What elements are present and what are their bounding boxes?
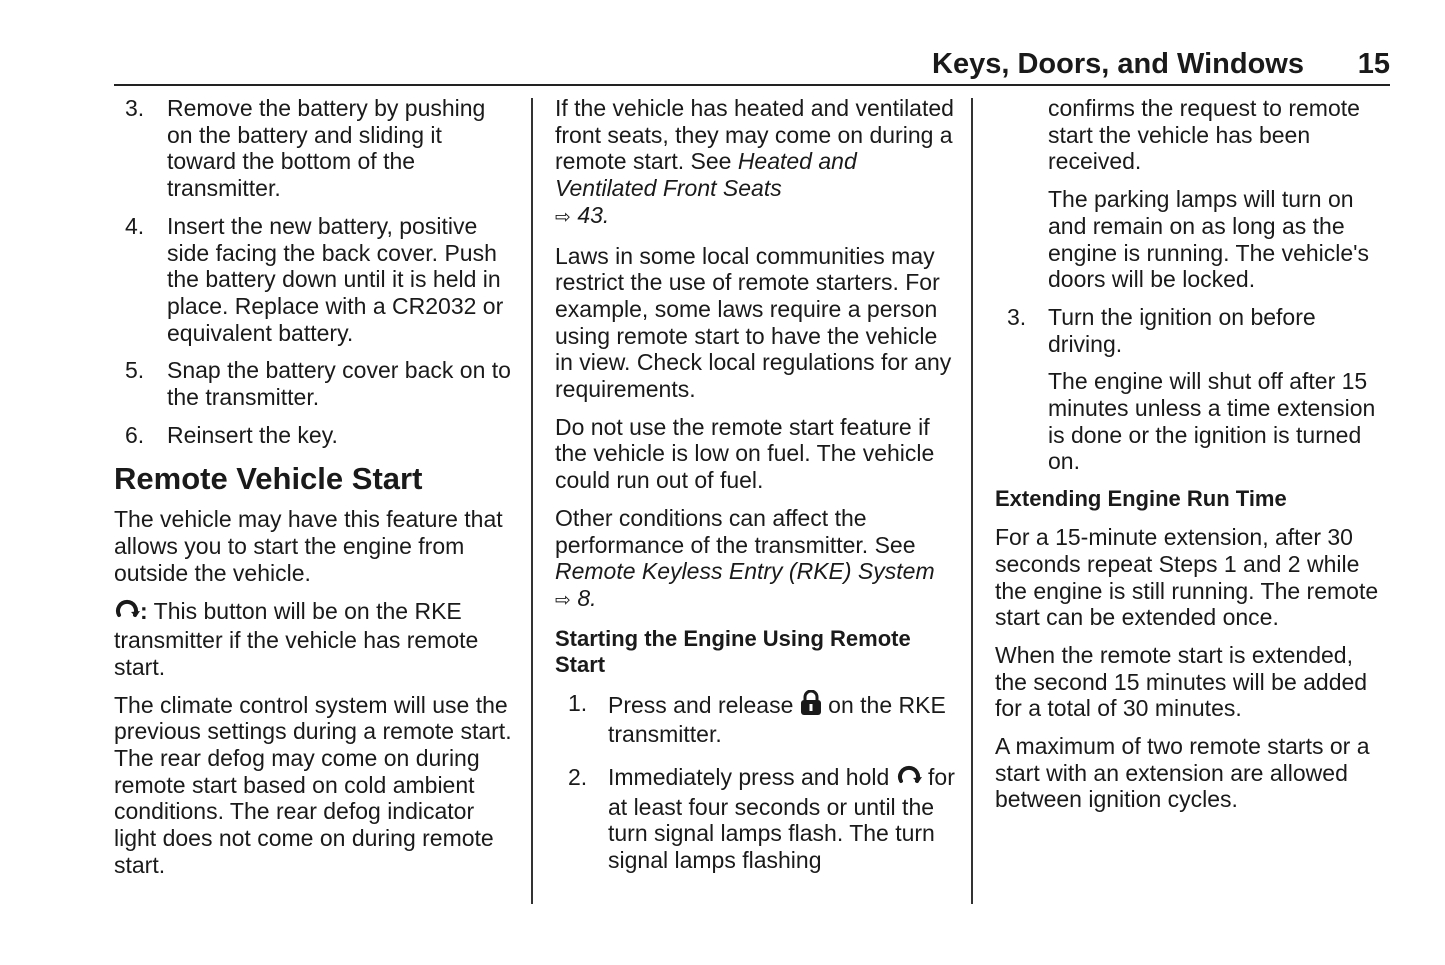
column-3 bbox=[995, 95, 1390, 824]
fuel-paragraph: Do not use the remote start feature if the vehicle is low on fuel. The vehicle could run out of fuel. bbox=[555, 413, 935, 494]
seats-reference[interactable]: Heated and Ventilated Front Seats bbox=[555, 148, 857, 202]
step-text: Remove the battery by pushing on the battery and sliding it toward the bottom of the transmitter. bbox=[167, 95, 486, 202]
step-text: Insert the new battery, positive side facing the back cover. Push the battery down until it is held in place. Replace with a CR2032 or equivalent battery. bbox=[167, 212, 504, 346]
climate-paragraph: The climate control system will use the previous settings during a remote start. The rear defog may come on during remote start based on cold ambient conditions. The rear defog indicator light does not come on during remote start. bbox=[114, 691, 512, 878]
step-number: 3. bbox=[125, 95, 145, 121]
intro-paragraph: The vehicle may have this feature that allows you to start the engine from outside the vehicle. bbox=[114, 506, 503, 586]
extension-paragraph-3: A maximum of two remote starts or a start with an extension are allowed between ignition cycles. bbox=[995, 733, 1370, 813]
section-heading: Remote Vehicle Start bbox=[114, 461, 423, 497]
step-number: 4. bbox=[125, 212, 145, 239]
column-2 bbox=[555, 95, 955, 885]
extension-paragraph-2: When the remote start is extended, the second 15 minutes will be added for a total of 30 minutes. bbox=[995, 641, 1368, 722]
step-text: Press and release on the RKE transmitter. bbox=[608, 691, 946, 748]
column-divider-2 bbox=[971, 98, 973, 904]
page-header bbox=[114, 44, 1390, 86]
subheading-starting-engine: Starting the Engine Using Remote Start bbox=[555, 625, 911, 677]
step-text: Snap the battery cover back on to the transmitter. bbox=[167, 357, 511, 411]
page-ref-arrow-icon: ⇨ bbox=[555, 206, 571, 228]
step-item bbox=[555, 690, 955, 748]
step-item bbox=[114, 213, 514, 347]
page-number: 15 bbox=[1357, 48, 1390, 80]
column-1 bbox=[114, 95, 514, 890]
step-item bbox=[114, 357, 514, 410]
shutoff-paragraph: The engine will shut off after 15 minutes unless a time extension is done or the ignition is turned on. bbox=[1048, 368, 1376, 475]
column-divider-1 bbox=[531, 98, 533, 904]
step-number: 2. bbox=[568, 764, 588, 791]
remote-start-icon bbox=[896, 764, 922, 794]
step-item bbox=[114, 422, 514, 449]
seats-page-ref[interactable]: ⇨ 43. bbox=[555, 202, 609, 228]
step-text: Reinsert the key. bbox=[167, 421, 338, 448]
rke-reference[interactable]: Remote Keyless Entry (RKE) System bbox=[555, 558, 935, 585]
step-number: 3. bbox=[1007, 303, 1027, 330]
button-description: This button will be on the RKE transmitter if the vehicle has remote start. bbox=[114, 597, 479, 680]
step-item bbox=[995, 304, 1390, 357]
remote-start-button-paragraph bbox=[114, 598, 514, 681]
step-number: 5. bbox=[125, 357, 145, 384]
section-title: Keys, Doors, and Windows bbox=[932, 48, 1304, 80]
parking-lamps-paragraph: The parking lamps will turn on and remain on as long as the engine is running. The vehicle's doors will be locked. bbox=[1048, 186, 1370, 293]
rke-page-ref[interactable]: ⇨ 8. bbox=[555, 585, 597, 611]
other-text: Other conditions can affect the performance of the transmitter. See bbox=[555, 504, 916, 558]
extension-paragraph-1: For a 15-minute extension, after 30 seconds repeat Steps 1 and 2 while the engine is still running. The remote start can be extended once. bbox=[995, 524, 1379, 631]
step-number: 1. bbox=[568, 689, 588, 716]
other-conditions-paragraph bbox=[555, 505, 955, 615]
step-number: 6. bbox=[125, 421, 145, 448]
seats-text: If the vehicle has heated and ventilated front seats, they may come on during a remote start. See bbox=[555, 95, 954, 175]
seats-paragraph bbox=[555, 95, 955, 232]
step-text: Immediately press and hold for at least four seconds or until the turn signal lamps flash. The turn signal lamps flashing bbox=[608, 764, 955, 874]
continued-step-text: confirms the request to remote start the vehicle has been received. bbox=[1048, 95, 1360, 175]
step-text: Turn the ignition on before driving. bbox=[1048, 303, 1316, 357]
subheading-extending-run-time: Extending Engine Run Time bbox=[995, 486, 1287, 512]
laws-paragraph: Laws in some local communities may restrict the use of remote starters. For example, some laws require a person using remote start to have the vehicle in view. Check local regulations for any requirements. bbox=[555, 242, 952, 403]
lock-icon bbox=[800, 690, 822, 722]
step-item bbox=[114, 95, 514, 202]
step-item bbox=[555, 764, 955, 874]
page-ref-arrow-icon: ⇨ bbox=[555, 589, 571, 611]
remote-start-icon bbox=[114, 598, 140, 628]
button-colon: : bbox=[140, 597, 148, 624]
